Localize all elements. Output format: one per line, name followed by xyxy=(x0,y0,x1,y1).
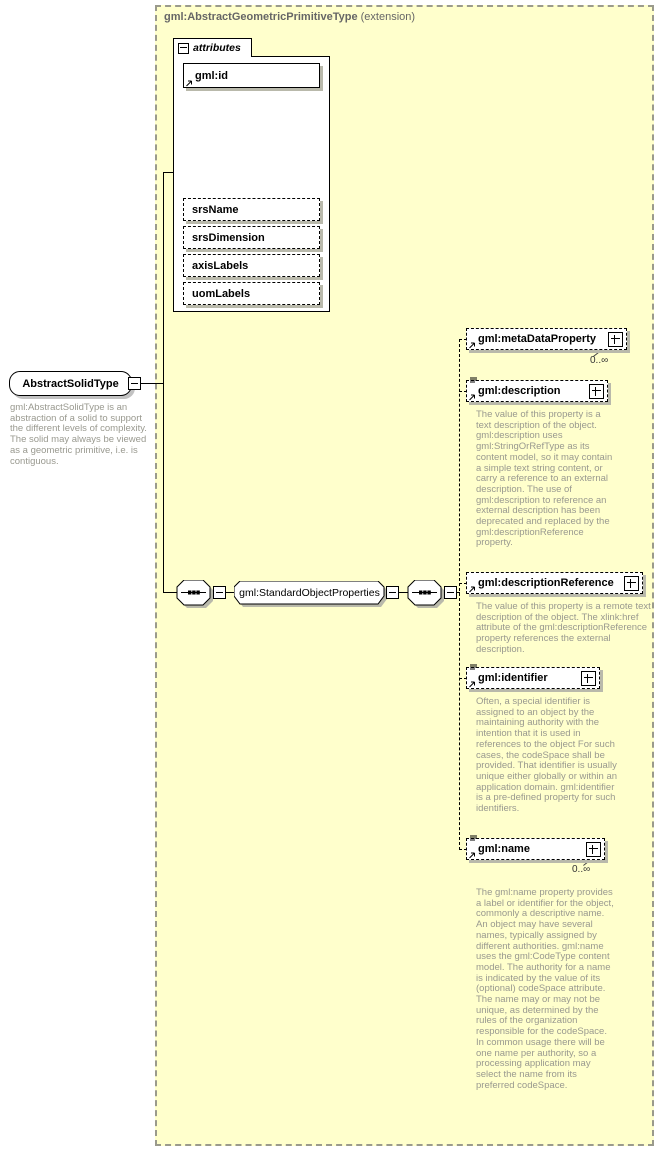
root-element-box[interactable] xyxy=(9,371,132,396)
reference-arrow-icon xyxy=(468,340,477,349)
attribute-name: uomLabels xyxy=(192,287,251,300)
occurrence-label: 0..∞ xyxy=(572,864,591,875)
expand-button[interactable] xyxy=(586,842,601,857)
derivation-kind-label: (extension) xyxy=(357,11,416,23)
element-box-name[interactable] xyxy=(466,838,605,860)
element-box-identifier[interactable] xyxy=(466,667,600,689)
sequence-compositor-icon[interactable] xyxy=(176,580,217,609)
attribute-box-srsdimension[interactable] xyxy=(183,226,320,249)
attributes-tab[interactable] xyxy=(173,38,252,57)
collapse-attributes-icon[interactable] xyxy=(178,43,189,54)
reference-arrow-icon xyxy=(468,850,477,859)
base-type-name: gml:AbstractGeometricPrimitiveType xyxy=(164,11,358,23)
attribute-box-srsname[interactable] xyxy=(183,198,320,221)
element-name: gml:identifier xyxy=(478,672,548,684)
reference-arrow-icon xyxy=(468,679,477,688)
collapse-button[interactable] xyxy=(213,586,226,599)
reference-arrow-icon xyxy=(468,584,477,593)
group-ref-name: gml:StandardObjectProperties xyxy=(239,586,380,599)
connector-line xyxy=(141,383,164,384)
connector-line xyxy=(163,172,164,593)
element-name: gml:name xyxy=(478,843,530,855)
element-annotation: The value of this property is a text description of the object. gml:description uses gml:StringOrRefType as its content model, so it may contain a simple text string content, or carry a reference to an external description. The use of gml:description to reference an external description has been deprecated and replaced by the gml:descriptionReference property. xyxy=(476,409,613,549)
root-annotation: gml:AbstractSolidType is an abstraction of a solid to support the different levels of complexity. The solid may always be viewed as a geometric primitive, i.e. is contiguous. xyxy=(10,402,147,467)
reference-arrow-icon xyxy=(468,392,477,401)
attribute-name: axisLabels xyxy=(192,259,249,272)
expand-button[interactable] xyxy=(624,576,639,591)
root-element-name: AbstractSolidType xyxy=(22,377,119,390)
attribute-box-axislabels[interactable] xyxy=(183,254,320,277)
element-box-metadataproperty[interactable] xyxy=(466,328,627,350)
expand-button[interactable] xyxy=(581,671,596,686)
attribute-box-uomlabels[interactable] xyxy=(183,282,320,305)
element-annotation: Often, a special identifier is assigned to an object by the maintaining authority with the intention that it is used in references to the object For such cases, the codeSpace shall be provided. That identifier is usually unique either globally or within an application domain. gml:identifier is a pre-defined property for such identifiers. xyxy=(476,696,618,815)
expand-button[interactable] xyxy=(608,332,623,347)
attribute-box-gml-id[interactable] xyxy=(183,63,320,88)
element-annotation: The value of this property is a remote text description of the object. The xlink:href attribute of the gml:descriptionReference property references the external description. xyxy=(476,601,651,655)
sequence-compositor-icon[interactable] xyxy=(407,580,448,609)
extension-frame-title xyxy=(164,11,415,23)
expand-button[interactable] xyxy=(589,384,604,399)
annotation-lines-icon xyxy=(470,835,478,841)
element-name: gml:metaDataProperty xyxy=(478,333,596,345)
element-box-description[interactable] xyxy=(466,380,608,402)
reference-arrow-icon xyxy=(185,78,194,87)
collapse-button[interactable] xyxy=(444,586,457,599)
attributes-tab-label: attributes xyxy=(193,42,241,54)
attribute-name: srsName xyxy=(192,203,239,216)
collapse-button[interactable] xyxy=(386,586,399,599)
element-box-descriptionreference[interactable] xyxy=(466,572,643,594)
element-annotation: The gml:name property provides a label or identifier for the object, commonly a descriptive name. An object may have several names, typically assigned by different authorities. gml:name uses the gml:CodeType content model. The authority for a name is indicated by the value of its (optional) codeSpace attribute. The name may or may not be unique, as determined by the rules of the organization responsible for the codeSpace. In common usage there will be one name per authority, so a processing application may select the name from its preferred codeSpace. xyxy=(476,887,614,1091)
annotation-lines-icon xyxy=(470,377,478,383)
annotation-lines-icon xyxy=(470,664,478,670)
occurrence-label: 0..∞ xyxy=(590,355,609,366)
attribute-name: srsDimension xyxy=(192,231,265,244)
attribute-name: gml:id xyxy=(195,69,228,82)
element-name: gml:description xyxy=(478,385,561,397)
connector-line-dashed xyxy=(459,339,460,850)
element-name: gml:descriptionReference xyxy=(478,577,614,589)
collapse-button[interactable] xyxy=(128,377,141,390)
